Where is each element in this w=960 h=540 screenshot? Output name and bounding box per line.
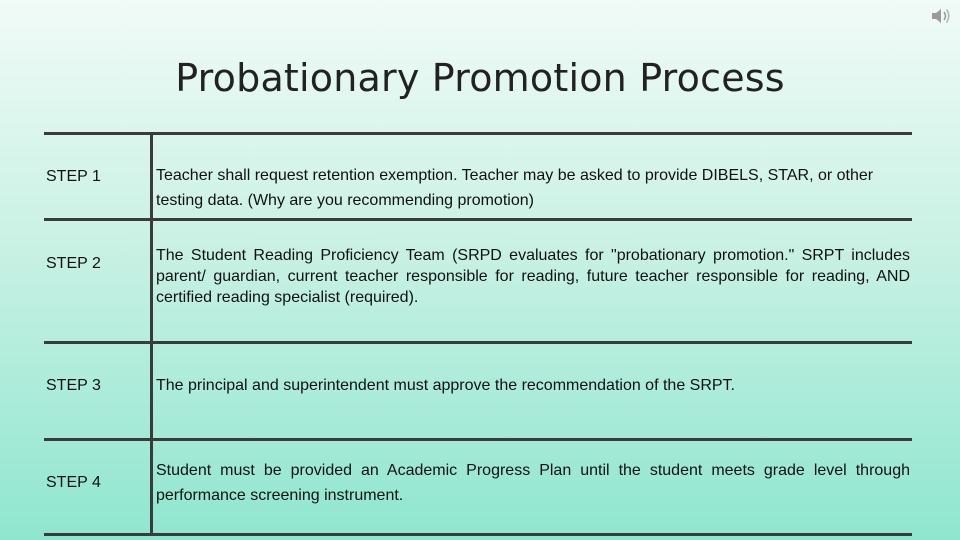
step-description: The principal and superintendent must approve the recommendation of the SRPT.: [156, 377, 735, 394]
step-description: The Student Reading Proficiency Team (SRPD evaluates for "probationary promotion." SRPT includes parent/ guardian, current teacher responsible for reading, future teacher responsible for reading, AND certified reading specialist (required).: [156, 247, 910, 306]
row-divider: [44, 438, 912, 441]
steps-table: [44, 132, 912, 536]
speaker-icon[interactable]: [930, 6, 952, 26]
row-divider: [44, 218, 912, 221]
step-description: Teacher shall request retention exemption. Teacher may be asked to provide DIBELS, STAR, or other testing data. (Why are you recommending promotion): [156, 167, 874, 209]
column-divider: [150, 132, 153, 536]
step-description: Student must be provided an Academic Progress Plan until the student meets grade level through performance screening instrument.: [156, 462, 910, 504]
step-label: STEP 1: [46, 168, 101, 185]
step-label: STEP 4: [46, 474, 101, 491]
step-label: STEP 2: [46, 255, 101, 272]
page-title: Probationary Promotion Process: [175, 56, 785, 100]
step-label: STEP 3: [46, 377, 101, 394]
table-border-bottom: [44, 533, 912, 536]
table-border-top: [44, 132, 912, 135]
row-divider: [44, 341, 912, 344]
